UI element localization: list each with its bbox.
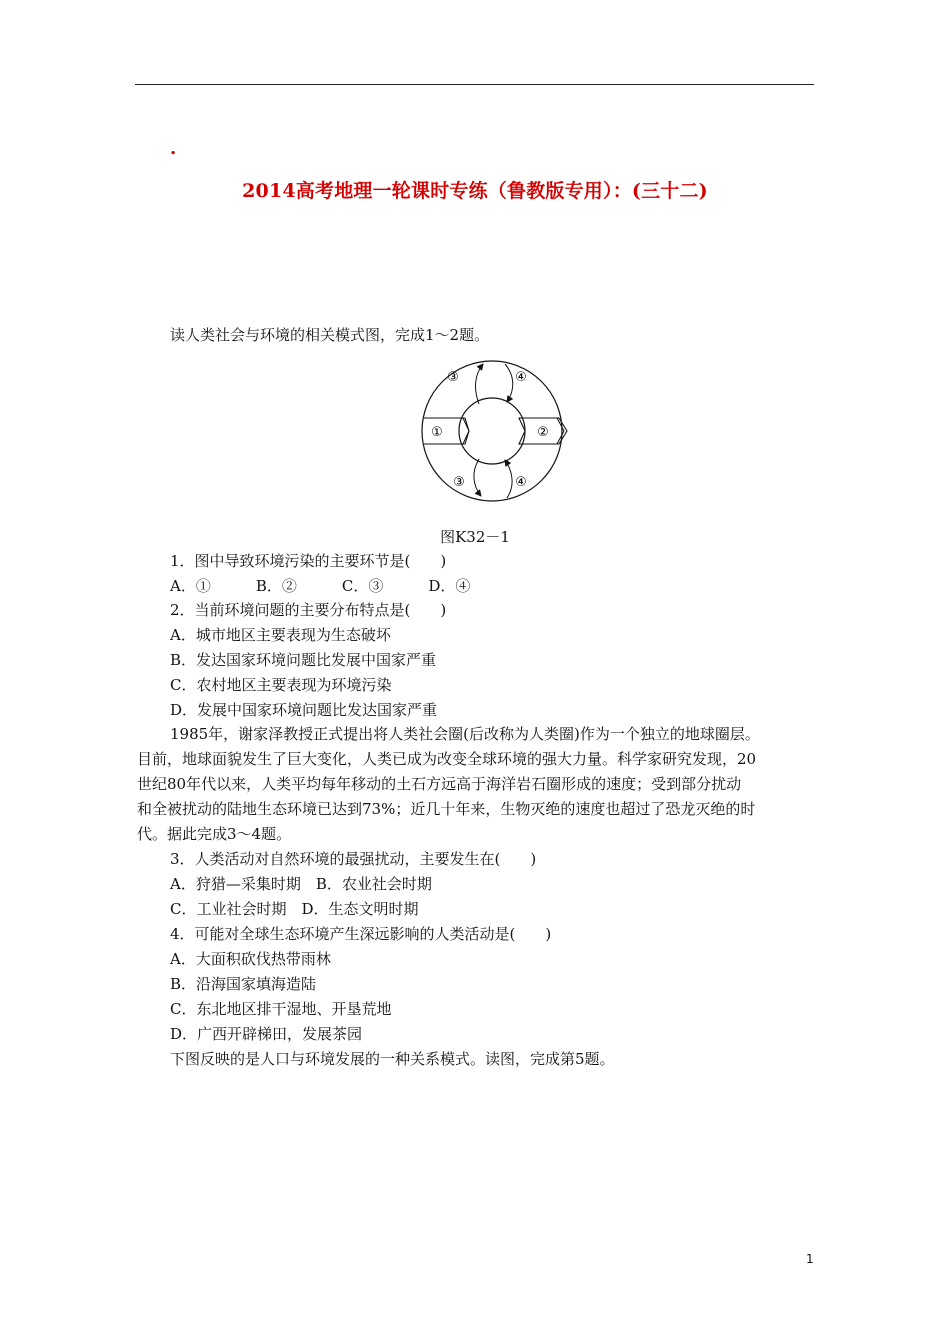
q2-option-c: C．农村地区主要表现为环境污染 — [170, 676, 392, 694]
q2-option-b: B．发达国家环境问题比发展中国家严重 — [170, 651, 437, 669]
arrow-3-top — [476, 364, 483, 404]
q2-option-a: A．城市地区主要表现为生态破坏 — [170, 626, 391, 644]
human-environment-diagram — [407, 356, 577, 506]
label-4-top: ④ — [515, 370, 527, 385]
header-rule — [135, 84, 814, 85]
label-1: ① — [431, 425, 443, 440]
intro-1-2: 读人类社会与环境的相关模式图，完成1～2题。 — [170, 326, 490, 344]
passage-line: 目前，地球面貌发生了巨大变化，人类已成为改变全球环境的强大力量。科学家研究发现，20 — [137, 750, 757, 768]
passage-line: 世纪80年代以来，人类平均每年移动的土石方远高于海洋岩石圈形成的速度；受到部分扰动 — [137, 775, 742, 793]
label-4-bottom: ④ — [515, 475, 527, 490]
q4-option-d: D．广西开辟梯田，发展茶园 — [170, 1025, 363, 1043]
passage-line: 代。据此完成3～4题。 — [137, 825, 292, 843]
page-number: 1 — [806, 1252, 814, 1266]
q3-options-cd: C．工业社会时期 D．生态文明时期 — [170, 900, 419, 918]
q3-stem: 3．人类活动对自然环境的最强扰动，主要发生在( ) — [170, 850, 537, 868]
q1-stem: 1．图中导致环境污染的主要环节是( ) — [170, 552, 447, 570]
figure-caption: 图K32－1 — [440, 528, 510, 546]
header-dot: . — [170, 138, 177, 159]
q4-stem: 4．可能对全球生态环境产生深远影响的人类活动是( ) — [170, 925, 552, 943]
arrow-3-bottom — [474, 459, 481, 496]
passage-line: 和全被扰动的陆地生态环境已达到73%；近几十年来，生物灭绝的速度也超过了恐龙灭绝的时 — [137, 800, 756, 818]
arrow-4-bottom — [505, 460, 512, 498]
arrow-4-top — [505, 364, 513, 402]
label-3-top: ③ — [447, 370, 459, 385]
page-title: 2014高考地理一轮课时专练（鲁教版专用）：(三十二) — [242, 180, 708, 202]
intro-5: 下图反映的是人口与环境发展的一种关系模式。读图，完成第5题。 — [170, 1050, 615, 1068]
q3-options-ab: A．狩猎—采集时期 B．农业社会时期 — [170, 875, 432, 893]
q4-option-a: A．大面积砍伐热带雨林 — [170, 950, 331, 968]
q2-stem: 2．当前环境问题的主要分布特点是( ) — [170, 601, 447, 619]
label-3-bottom: ③ — [453, 475, 465, 490]
q2-option-d: D．发展中国家环境问题比发达国家严重 — [170, 701, 438, 719]
q4-option-b: B．沿海国家填海造陆 — [170, 975, 317, 993]
q1-options: A．① B．② C．③ D．④ — [170, 577, 471, 595]
label-2: ② — [537, 425, 549, 440]
passage-line: 1985年，谢家泽教授正式提出将人类社会圈(后改称为人类圈)作为一个独立的地球圈层。 — [170, 725, 760, 743]
q4-option-c: C．东北地区排干湿地、开垦荒地 — [170, 1000, 392, 1018]
